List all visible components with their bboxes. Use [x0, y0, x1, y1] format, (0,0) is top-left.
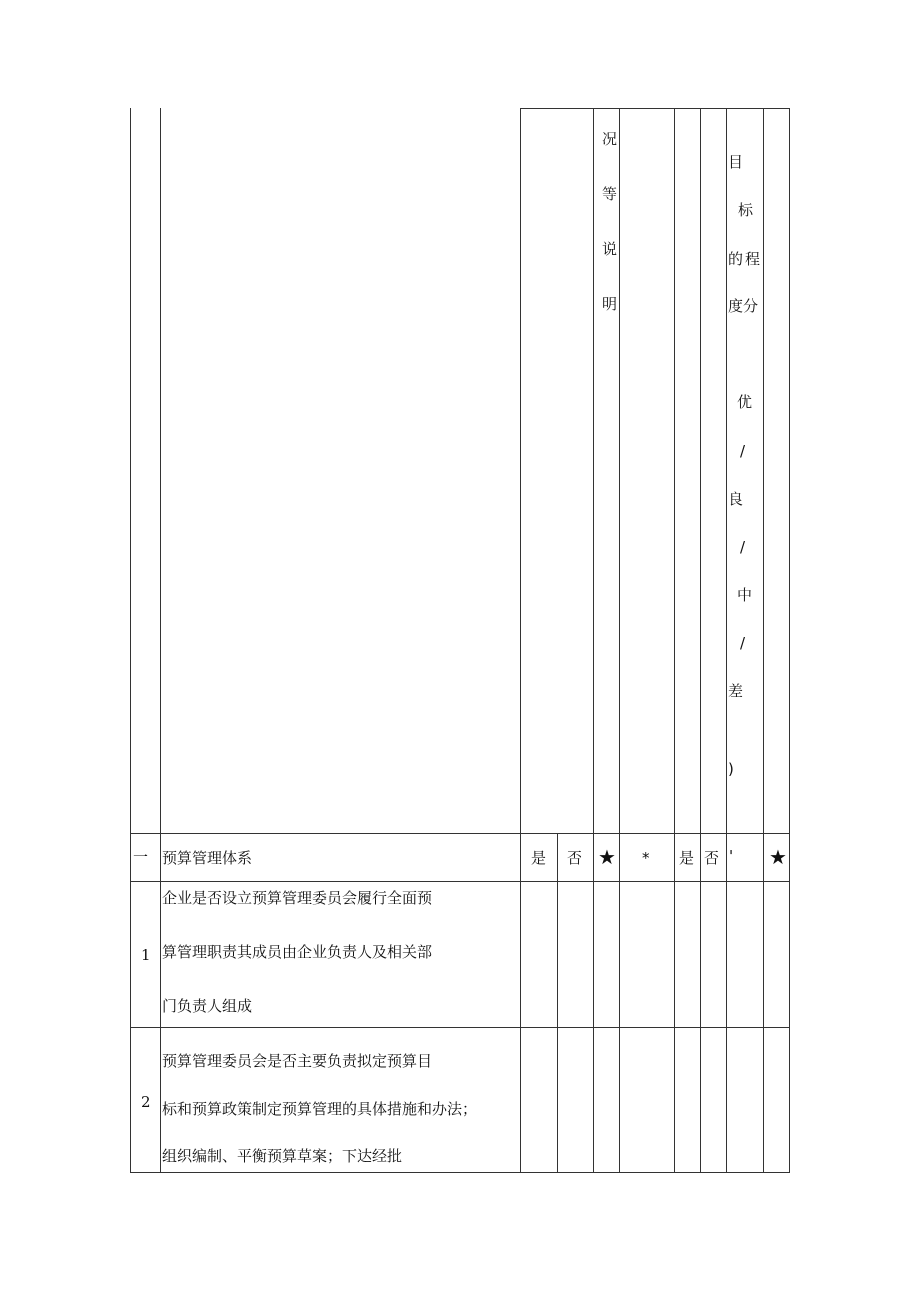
header-note-char: 况: [602, 130, 618, 148]
section-no-label-2: 否: [704, 849, 720, 867]
row-text-line: 算管理职责其成员由企业负责人及相关部: [162, 943, 433, 961]
header-score-char: 程: [745, 250, 761, 268]
header-note-char: 明: [602, 295, 618, 313]
row-divider-section: [130, 833, 790, 834]
col-divider-right: [789, 108, 790, 1173]
row-text-line: 预算管理委员会是否主要负责拟定预算目: [162, 1052, 433, 1070]
col-divider-content: [520, 108, 521, 1173]
row-text-line: 标和预算政策制定预算管理的具体措施和办法；: [162, 1100, 478, 1118]
col-divider-score: [726, 108, 727, 1173]
header-note-char: 说: [602, 240, 618, 258]
header-score-char: 良: [728, 490, 744, 508]
row-divider-header: [520, 108, 790, 109]
header-score-char: ): [728, 760, 734, 778]
header-score-char: 度: [728, 297, 744, 315]
section-number: 一: [133, 848, 149, 866]
header-score-char: 标: [738, 201, 754, 219]
row-divider-1: [130, 881, 790, 882]
header-score-char: /: [740, 634, 746, 652]
star-icon: ★: [598, 845, 616, 869]
row-text-line: 企业是否设立预算管理委员会履行全面预: [162, 889, 433, 907]
col-divider-left: [130, 108, 131, 1173]
star-icon: ★: [769, 845, 787, 869]
header-score-char: 中: [737, 586, 753, 604]
header-score-char: /: [740, 442, 746, 460]
section-yes-label-2: 是: [679, 849, 695, 867]
col-divider-no2: [700, 108, 701, 1173]
row-number: 2: [141, 1093, 151, 1111]
col-divider-star1: [593, 108, 594, 1173]
section-title: 预算管理体系: [162, 849, 253, 867]
header-score-char: 目: [728, 153, 744, 171]
section-asterisk: *: [642, 849, 650, 867]
row-text-line: 门负责人组成: [162, 997, 253, 1015]
col-divider-yes2: [674, 108, 675, 1173]
row-divider-bottom: [130, 1172, 790, 1173]
header-score-char: 的: [728, 250, 744, 268]
section-tick: ': [729, 847, 734, 865]
row-text-line: 组织编制、平衡预算草案；下达经批: [162, 1147, 403, 1165]
header-score-char: /: [740, 538, 746, 556]
header-score-char: 分: [743, 297, 759, 315]
section-no-label: 否: [567, 849, 583, 867]
row-number: 1: [141, 946, 151, 964]
row-divider-2: [130, 1027, 790, 1028]
header-score-char: 优: [737, 393, 753, 411]
col-divider-no1: [557, 833, 558, 1173]
section-yes-label: 是: [531, 849, 547, 867]
header-note-char: 等: [602, 185, 618, 203]
header-score-char: 差: [728, 682, 744, 700]
col-divider-star2: [763, 108, 764, 1173]
col-divider-note: [619, 108, 620, 1173]
col-divider-number: [160, 108, 161, 1173]
